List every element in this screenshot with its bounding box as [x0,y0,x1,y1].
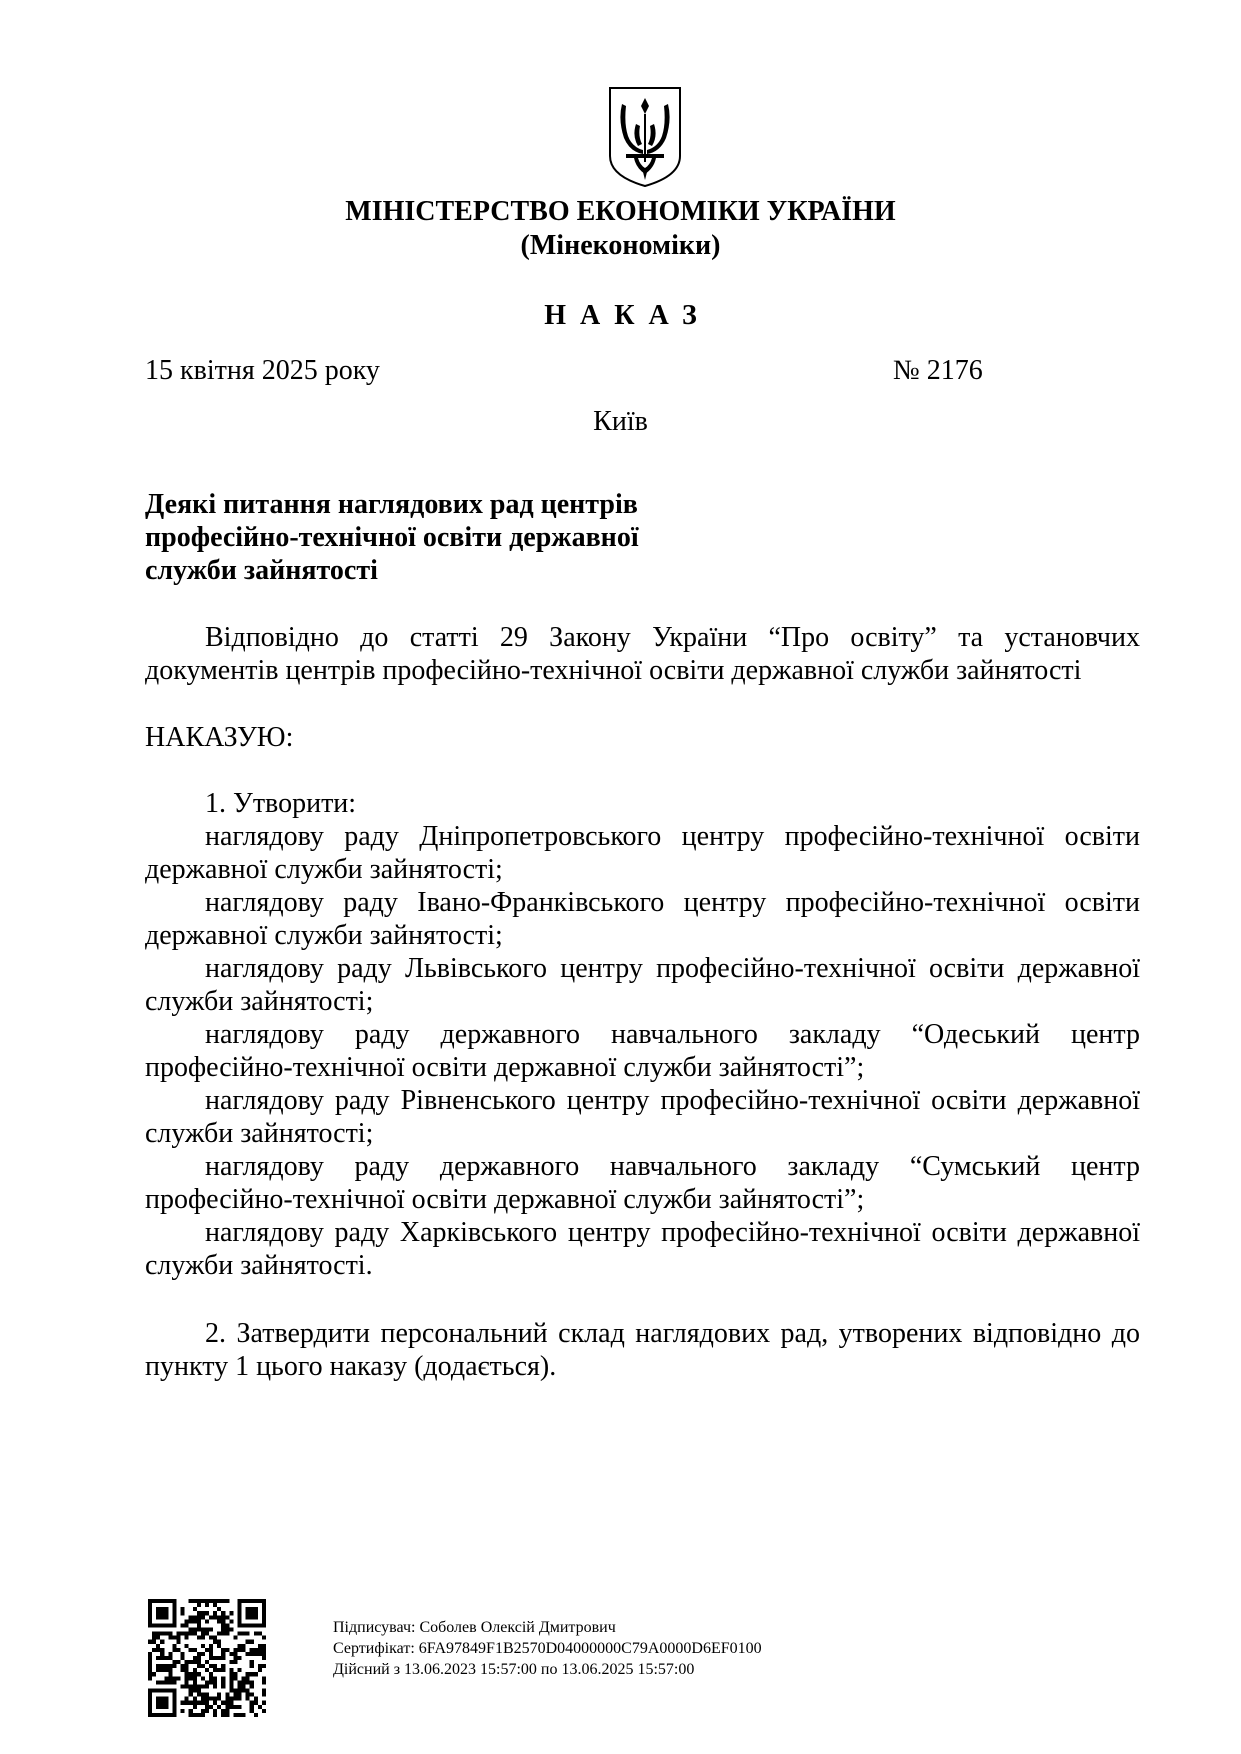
order-subject [145,488,705,587]
list-item: наглядову раду Львівського центру професійно-технічної освіти державної служби зайнятості; [145,953,1140,1017]
subject-line: служби зайнятості [145,555,378,586]
certificate-number: Сертифікат: 6FA97849F1B2570D04000000C79A0000D6EF0100 [333,1640,762,1657]
list-item: наглядову раду державного навчального закладу “Сумський центр професійно-технічної освіти державної служби зайнятості”; [145,1151,1140,1215]
qr-code-icon [148,1599,266,1717]
item-1-section [145,787,1140,1282]
signature-block [333,1617,762,1680]
certificate-validity: Дійсний з 13.06.2023 15:57:00 по 13.06.2025 15:57:00 [333,1661,695,1678]
order-number: № 2176 [893,355,983,386]
order-date: 15 квітня 2025 року [145,355,380,386]
list-item: наглядову раду Рівненського центру професійно-технічної освіти державної служби зайнятості; [145,1085,1140,1149]
document-type: НАКАЗ [544,300,711,331]
signer-name: Підписувач: Соболев Олексій Дмитрович [333,1619,616,1636]
item-2-paragraph: 2. Затвердити персональний склад наглядових рад, утворених відповідно до пункту 1 цього наказу (додається). [145,1318,1140,1382]
order-city: Київ [593,406,648,437]
list-item: наглядову раду Харківського центру професійно-технічної освіти державної служби зайнятості. [145,1217,1140,1281]
order-word: НАКАЗУЮ: [145,722,294,753]
ministry-name: МІНІСТЕРСТВО ЕКОНОМІКИ УКРАЇНИ [345,196,896,227]
ministry-short-name: (Мінекономіки) [520,230,721,261]
subject-line: Деякі питання наглядових рад центрів [145,489,638,520]
subject-line: професійно-технічної освіти державної [145,522,639,553]
item-1-title: 1. Утворити: [205,788,357,819]
legal-basis-paragraph: Відповідно до статті 29 Закону України “Про освіту” та установчих документів центрів професійно-технічної освіти державної служби зайнятості [145,622,1140,686]
list-item: наглядову раду Івано-Франківського центру професійно-технічної освіти державної служби зайнятості; [145,887,1140,951]
list-item: наглядову раду державного навчального закладу “Одеський центр професійно-технічної освіти державної служби зайнятості”; [145,1019,1140,1083]
list-item: наглядову раду Дніпропетровського центру професійно-технічної освіти державної служби зайнятості; [145,821,1140,885]
trident-emblem-icon [606,84,684,190]
